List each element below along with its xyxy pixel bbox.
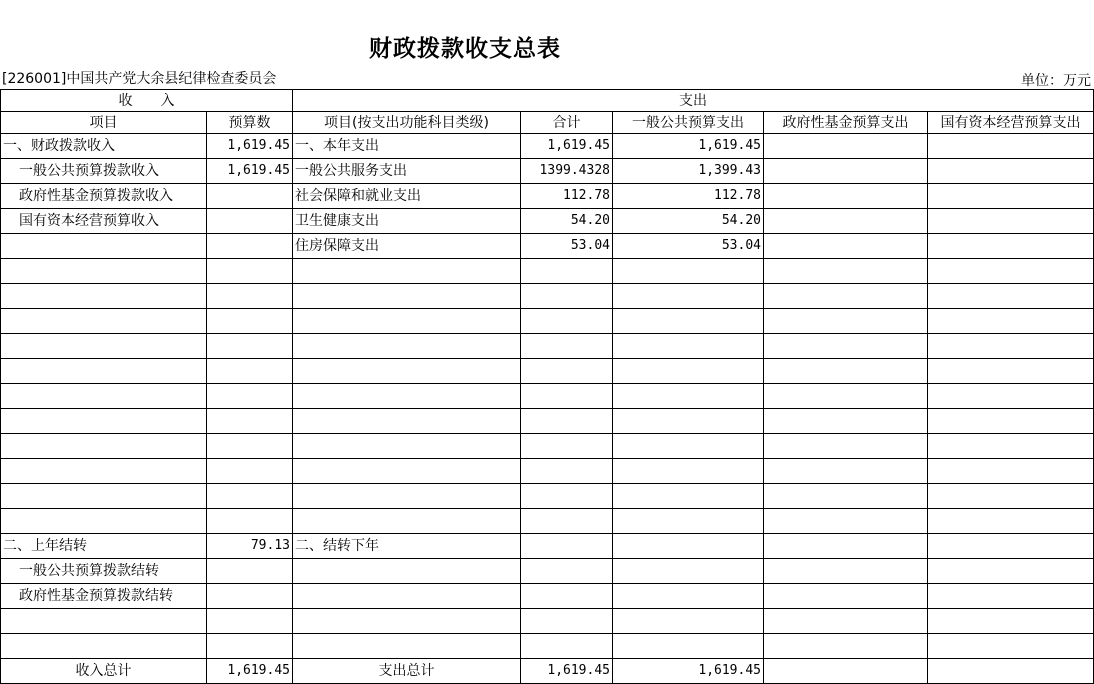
cell-item xyxy=(1,434,207,459)
cell-item: 一、财政拨款收入 xyxy=(1,134,207,159)
cell-exp-item xyxy=(293,584,521,609)
table-row xyxy=(1,509,1094,534)
cell-general xyxy=(613,559,764,584)
cell-state xyxy=(928,159,1094,184)
cell-state xyxy=(928,634,1094,659)
table-row xyxy=(1,309,1094,334)
cell-fund xyxy=(764,234,928,259)
cell-item xyxy=(1,234,207,259)
cell-exp-item xyxy=(293,384,521,409)
cell-fund xyxy=(764,334,928,359)
cell-general: 1,619.45 xyxy=(613,134,764,159)
table-row xyxy=(1,184,1094,209)
cell-budget: 79.13 xyxy=(207,534,293,559)
cell-item xyxy=(1,634,207,659)
cell-budget xyxy=(207,584,293,609)
cell-item xyxy=(1,384,207,409)
cell-exp-item: 二、结转下年 xyxy=(293,534,521,559)
cell-fund xyxy=(764,159,928,184)
cell-exp-item: 卫生健康支出 xyxy=(293,209,521,234)
cell-general: 54.20 xyxy=(613,209,764,234)
cell-exp-item xyxy=(293,309,521,334)
table-row xyxy=(1,234,1094,259)
table-row xyxy=(1,659,1094,684)
page-title: 财政拨款收支总表 xyxy=(369,35,561,62)
cell-exp-item: 一般公共服务支出 xyxy=(293,159,521,184)
table-row xyxy=(1,484,1094,509)
cell-exp-item xyxy=(293,409,521,434)
cell-total xyxy=(521,309,613,334)
cell-general xyxy=(613,434,764,459)
cell-exp-item xyxy=(293,559,521,584)
cell-total xyxy=(521,509,613,534)
cell-fund xyxy=(764,184,928,209)
table-row xyxy=(1,559,1094,584)
cell-item xyxy=(1,459,207,484)
cell-fund xyxy=(764,209,928,234)
cell-budget xyxy=(207,559,293,584)
cell-exp-item xyxy=(293,359,521,384)
cell-fund xyxy=(764,584,928,609)
cell-total xyxy=(521,609,613,634)
cell-general: 53.04 xyxy=(613,234,764,259)
cell-total xyxy=(521,409,613,434)
cell-total xyxy=(521,259,613,284)
col-header-fund: 政府性基金预算支出 xyxy=(764,112,928,134)
cell-state xyxy=(928,609,1094,634)
cell-exp-item xyxy=(293,284,521,309)
cell-budget xyxy=(207,384,293,409)
cell-general xyxy=(613,609,764,634)
table-row xyxy=(1,134,1094,159)
cell-item: 一般公共预算拨款收入 xyxy=(1,159,207,184)
table-row xyxy=(1,384,1094,409)
cell-total: 1,619.45 xyxy=(521,134,613,159)
cell-state xyxy=(928,309,1094,334)
cell-total xyxy=(521,584,613,609)
cell-state xyxy=(928,459,1094,484)
cell-budget xyxy=(207,459,293,484)
cell-budget xyxy=(207,359,293,384)
cell-state xyxy=(928,209,1094,234)
cell-exp-item: 一、本年支出 xyxy=(293,134,521,159)
table-row xyxy=(1,434,1094,459)
table-row xyxy=(1,259,1094,284)
cell-item xyxy=(1,259,207,284)
cell-general xyxy=(613,634,764,659)
cell-fund xyxy=(764,634,928,659)
cell-exp-item xyxy=(293,609,521,634)
cell-general xyxy=(613,259,764,284)
cell-total xyxy=(521,334,613,359)
cell-budget: 1,619.45 xyxy=(207,659,293,684)
cell-general xyxy=(613,309,764,334)
cell-budget xyxy=(207,434,293,459)
cell-general xyxy=(613,359,764,384)
cell-general xyxy=(613,284,764,309)
cell-item: 国有资本经营预算收入 xyxy=(1,209,207,234)
cell-budget xyxy=(207,284,293,309)
table-row xyxy=(1,359,1094,384)
cell-total xyxy=(521,434,613,459)
cell-total xyxy=(521,384,613,409)
cell-item xyxy=(1,484,207,509)
col-header-item: 项目 xyxy=(1,112,207,134)
cell-state xyxy=(928,284,1094,309)
cell-exp-item xyxy=(293,434,521,459)
cell-general xyxy=(613,384,764,409)
cell-total: 1399.4328 xyxy=(521,159,613,184)
cell-state xyxy=(928,434,1094,459)
cell-state xyxy=(928,584,1094,609)
cell-budget xyxy=(207,634,293,659)
cell-budget: 1,619.45 xyxy=(207,134,293,159)
cell-state xyxy=(928,259,1094,284)
table-row xyxy=(1,459,1094,484)
cell-total: 1,619.45 xyxy=(521,659,613,684)
expense-header: 支出 xyxy=(293,90,1094,112)
cell-fund xyxy=(764,434,928,459)
table-row xyxy=(1,534,1094,559)
cell-general: 1,399.43 xyxy=(613,159,764,184)
cell-total xyxy=(521,559,613,584)
table-row xyxy=(1,409,1094,434)
table-row xyxy=(1,609,1094,634)
cell-state xyxy=(928,234,1094,259)
cell-item xyxy=(1,359,207,384)
organization-label: [226001]中国共产党大余县纪律检查委员会 xyxy=(2,71,277,87)
unit-label: 单位：万元 xyxy=(1021,73,1091,89)
cell-item xyxy=(1,409,207,434)
cell-fund xyxy=(764,134,928,159)
cell-fund xyxy=(764,359,928,384)
cell-item xyxy=(1,334,207,359)
cell-general xyxy=(613,584,764,609)
cell-exp-item xyxy=(293,484,521,509)
cell-general xyxy=(613,534,764,559)
cell-fund xyxy=(764,384,928,409)
cell-fund xyxy=(764,284,928,309)
cell-general xyxy=(613,509,764,534)
cell-budget xyxy=(207,484,293,509)
table-row xyxy=(1,584,1094,609)
cell-total: 112.78 xyxy=(521,184,613,209)
table-row xyxy=(1,284,1094,309)
budget-table xyxy=(0,89,1094,684)
cell-budget xyxy=(207,509,293,534)
cell-budget: 1,619.45 xyxy=(207,159,293,184)
cell-item: 一般公共预算拨款结转 xyxy=(1,559,207,584)
cell-exp-item: 社会保障和就业支出 xyxy=(293,184,521,209)
cell-item: 政府性基金预算拨款收入 xyxy=(1,184,207,209)
cell-general: 1,619.45 xyxy=(613,659,764,684)
cell-fund xyxy=(764,484,928,509)
cell-general xyxy=(613,334,764,359)
cell-state xyxy=(928,334,1094,359)
cell-state xyxy=(928,184,1094,209)
cell-fund xyxy=(764,259,928,284)
cell-total xyxy=(521,484,613,509)
table-row xyxy=(1,209,1094,234)
cell-state xyxy=(928,134,1094,159)
cell-state xyxy=(928,384,1094,409)
cell-budget xyxy=(207,309,293,334)
cell-budget xyxy=(207,234,293,259)
col-header-exp-item: 项目(按支出功能科目类级) xyxy=(293,112,521,134)
cell-total xyxy=(521,284,613,309)
cell-fund xyxy=(764,534,928,559)
cell-general xyxy=(613,459,764,484)
cell-item xyxy=(1,284,207,309)
cell-total xyxy=(521,459,613,484)
cell-fund xyxy=(764,559,928,584)
cell-total: 54.20 xyxy=(521,209,613,234)
cell-fund xyxy=(764,509,928,534)
cell-state xyxy=(928,534,1094,559)
cell-exp-item xyxy=(293,259,521,284)
col-header-general: 一般公共预算支出 xyxy=(613,112,764,134)
cell-state xyxy=(928,559,1094,584)
cell-general xyxy=(613,409,764,434)
cell-general: 112.78 xyxy=(613,184,764,209)
income-header: 收 入 xyxy=(1,90,293,112)
cell-state xyxy=(928,484,1094,509)
cell-state xyxy=(928,359,1094,384)
cell-exp-item xyxy=(293,634,521,659)
cell-item xyxy=(1,509,207,534)
col-header-budget: 预算数 xyxy=(207,112,293,134)
cell-fund xyxy=(764,409,928,434)
col-header-total: 合计 xyxy=(521,112,613,134)
cell-item: 收入总计 xyxy=(1,659,207,684)
cell-total xyxy=(521,534,613,559)
col-header-state: 国有资本经营预算支出 xyxy=(928,112,1094,134)
cell-exp-item xyxy=(293,459,521,484)
cell-item xyxy=(1,309,207,334)
cell-budget xyxy=(207,409,293,434)
cell-state xyxy=(928,509,1094,534)
cell-state xyxy=(928,659,1094,684)
cell-fund xyxy=(764,659,928,684)
cell-item: 政府性基金预算拨款结转 xyxy=(1,584,207,609)
table-row xyxy=(1,334,1094,359)
cell-exp-item xyxy=(293,509,521,534)
cell-state xyxy=(928,409,1094,434)
table-row xyxy=(1,159,1094,184)
cell-budget xyxy=(207,334,293,359)
cell-general xyxy=(613,484,764,509)
cell-budget xyxy=(207,609,293,634)
cell-exp-item xyxy=(293,334,521,359)
cell-total xyxy=(521,359,613,384)
cell-exp-item: 住房保障支出 xyxy=(293,234,521,259)
cell-fund xyxy=(764,609,928,634)
cell-total: 53.04 xyxy=(521,234,613,259)
cell-budget xyxy=(207,259,293,284)
cell-fund xyxy=(764,309,928,334)
cell-budget xyxy=(207,209,293,234)
cell-item xyxy=(1,609,207,634)
cell-budget xyxy=(207,184,293,209)
cell-exp-item: 支出总计 xyxy=(293,659,521,684)
table-row xyxy=(1,634,1094,659)
cell-total xyxy=(521,634,613,659)
cell-fund xyxy=(764,459,928,484)
cell-item: 二、上年结转 xyxy=(1,534,207,559)
